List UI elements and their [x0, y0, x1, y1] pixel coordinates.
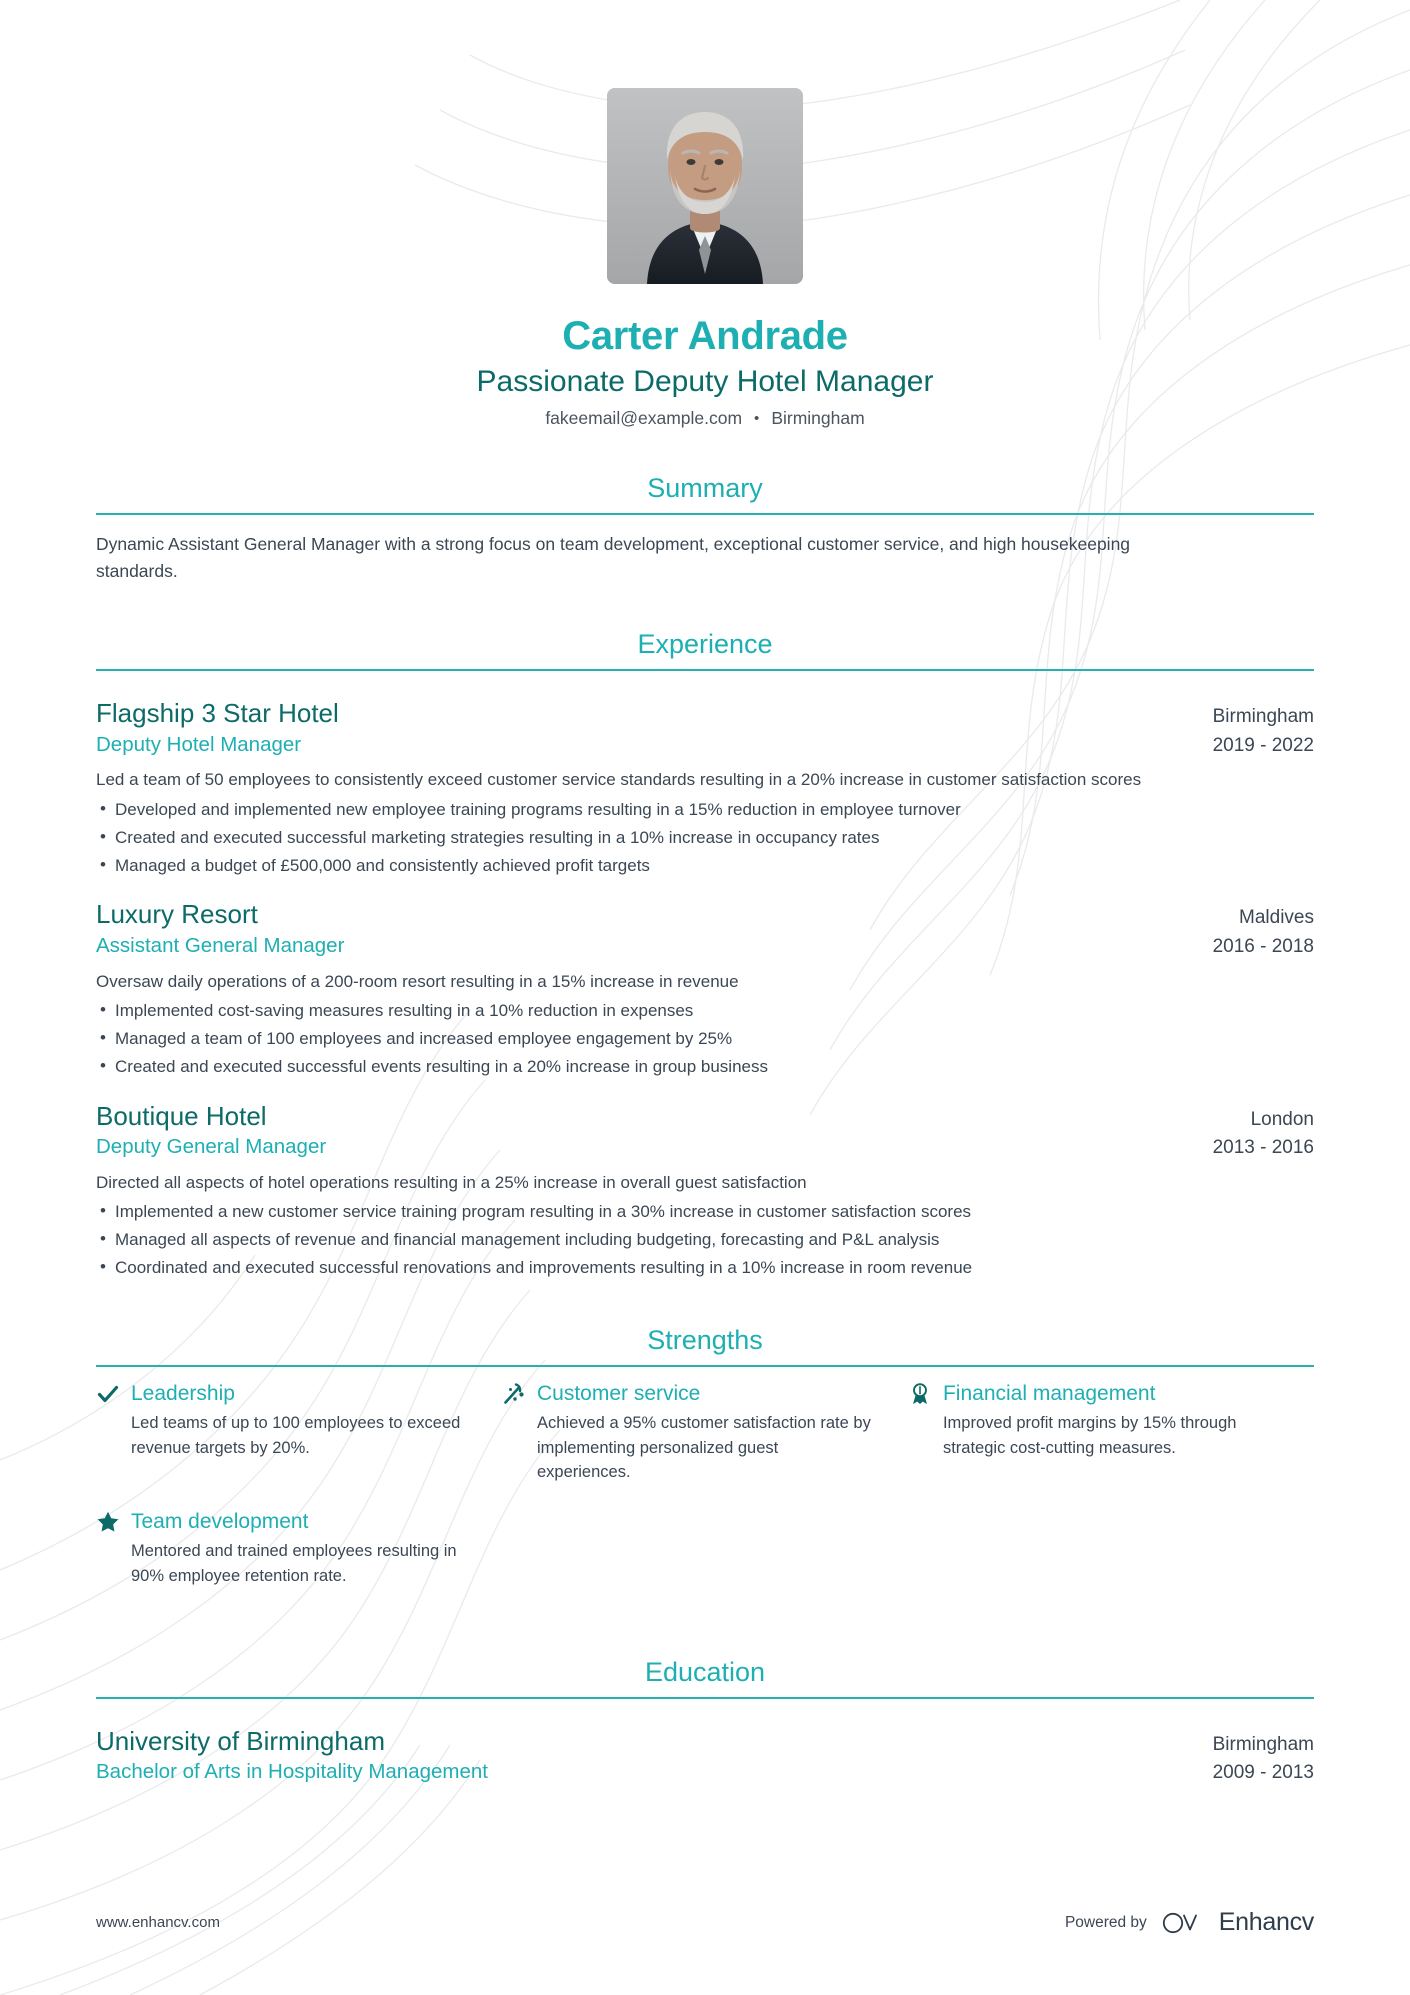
star-icon — [96, 1510, 120, 1534]
experience-location: Maldives — [1239, 907, 1314, 929]
section-strengths — [96, 1325, 1314, 1613]
strength-description: Led teams of up to 100 employees to exceed revenue targets by 20%. — [131, 1413, 461, 1457]
contact-separator: • — [754, 410, 760, 427]
experience-role: Assistant General Manager — [96, 933, 345, 957]
location-text: Birmingham — [771, 408, 865, 428]
list-item: • Created and executed successful marketing strategies resulting in a 10% increase in occupancy rates — [96, 825, 1314, 851]
education-degree: Bachelor of Arts in Hospitality Management — [96, 1760, 488, 1784]
profile-photo — [607, 88, 803, 284]
education-organization: University of Birmingham — [96, 1725, 385, 1756]
experience-dates: 2019 - 2022 — [1212, 734, 1314, 756]
education-entry — [96, 1715, 1314, 1786]
experience-entry — [96, 1090, 1314, 1281]
section-title-summary: Summary — [647, 473, 763, 503]
strength-item — [502, 1381, 908, 1486]
experience-bullets — [96, 1199, 1314, 1280]
contact-line — [96, 408, 1314, 429]
enhancv-logo — [1160, 1908, 1314, 1937]
email-text: fakeemail@example.com — [545, 408, 743, 428]
experience-location: Birmingham — [1212, 706, 1314, 728]
check-icon — [96, 1382, 120, 1406]
experience-bullets — [96, 797, 1314, 878]
experience-description: Oversaw daily operations of a 200-room resort resulting in a 15% increase in revenue — [96, 971, 739, 991]
enhancv-mark-icon — [1160, 1909, 1210, 1937]
page-title: Carter Andrade — [562, 314, 848, 358]
strength-name: Customer service — [536, 1381, 701, 1405]
experience-organization: Boutique Hotel — [96, 1100, 267, 1131]
list-item: • Implemented a new customer service training program resulting in a 30% increase in customer satisfaction scores — [96, 1199, 1314, 1225]
award-ribbon-icon — [908, 1382, 932, 1406]
experience-description: Led a team of 50 employees to consistently exceed customer service standards resulting in a 20% increase in customer satisfaction scores — [96, 770, 1142, 790]
experience-location: London — [1250, 1108, 1314, 1130]
experience-role: Deputy General Manager — [96, 1135, 327, 1158]
experience-organization: Flagship 3 Star Hotel — [96, 698, 339, 729]
resume-header — [96, 0, 1314, 429]
job-title: Passionate Deputy Hotel Manager — [476, 365, 934, 398]
strengths-grid — [96, 1367, 1314, 1613]
section-title-education: Education — [644, 1656, 766, 1687]
footer-website-link[interactable]: www.enhancv.com — [96, 1914, 220, 1931]
list-item: • Managed all aspects of revenue and financial management including budgeting, forecasting and P&L analysis — [96, 1227, 1314, 1253]
brand-name: Enhancv — [1218, 1908, 1314, 1936]
section-education — [96, 1657, 1314, 1786]
list-item: • Developed and implemented new employee training programs resulting in a 15% reduction in employee turnover — [96, 797, 1314, 823]
strength-item — [96, 1381, 502, 1486]
strength-name: Financial management — [942, 1381, 1156, 1405]
list-item: • Managed a team of 100 employees and increased employee engagement by 25% — [96, 1026, 1314, 1052]
list-item: • Coordinated and executed successful renovations and improvements resulting in a 10% increase in room revenue — [96, 1255, 1314, 1281]
section-summary — [96, 473, 1314, 585]
list-item: • Implemented cost-saving measures resulting in a 10% reduction in expenses — [96, 998, 1314, 1024]
strength-description: Mentored and trained employees resulting in 90% employee retention rate. — [131, 1542, 457, 1586]
spark-icon — [502, 1382, 526, 1406]
strength-item — [96, 1509, 502, 1589]
strength-name: Team development — [131, 1510, 309, 1534]
experience-organization: Luxury Resort — [96, 899, 258, 930]
section-experience — [96, 629, 1314, 1280]
experience-dates: 2016 - 2018 — [1212, 935, 1314, 957]
summary-text: Dynamic Assistant General Manager with a strong focus on team development, exceptional customer service, and high housekeeping standards. — [96, 534, 1131, 582]
powered-by-label: Powered by — [1064, 1913, 1147, 1931]
experience-entry — [96, 888, 1314, 1079]
experience-bullets — [96, 998, 1314, 1079]
section-title-experience: Experience — [637, 629, 773, 660]
footer — [96, 1908, 1314, 1937]
strength-item — [908, 1381, 1314, 1486]
list-item: • Managed a budget of £500,000 and consistently achieved profit targets — [96, 853, 1314, 879]
experience-dates: 2013 - 2016 — [1212, 1137, 1314, 1158]
experience-entry — [96, 687, 1314, 878]
education-dates: 2009 - 2013 — [1212, 1762, 1314, 1784]
experience-description: Directed all aspects of hotel operations resulting in a 25% increase in overall guest satisfaction — [96, 1172, 807, 1192]
strength-description: Improved profit margins by 15% through strategic cost-cutting measures. — [942, 1413, 1237, 1457]
section-title-strengths: Strengths — [647, 1324, 763, 1355]
experience-role: Deputy Hotel Manager — [96, 732, 302, 756]
education-location: Birmingham — [1212, 1733, 1314, 1755]
strength-name: Leadership — [131, 1381, 235, 1405]
strength-description: Achieved a 95% customer satisfaction rate by implementing personalized guest experiences. — [536, 1413, 871, 1482]
avatar — [607, 88, 803, 284]
list-item: • Created and executed successful events resulting in a 20% increase in group business — [96, 1054, 1314, 1080]
